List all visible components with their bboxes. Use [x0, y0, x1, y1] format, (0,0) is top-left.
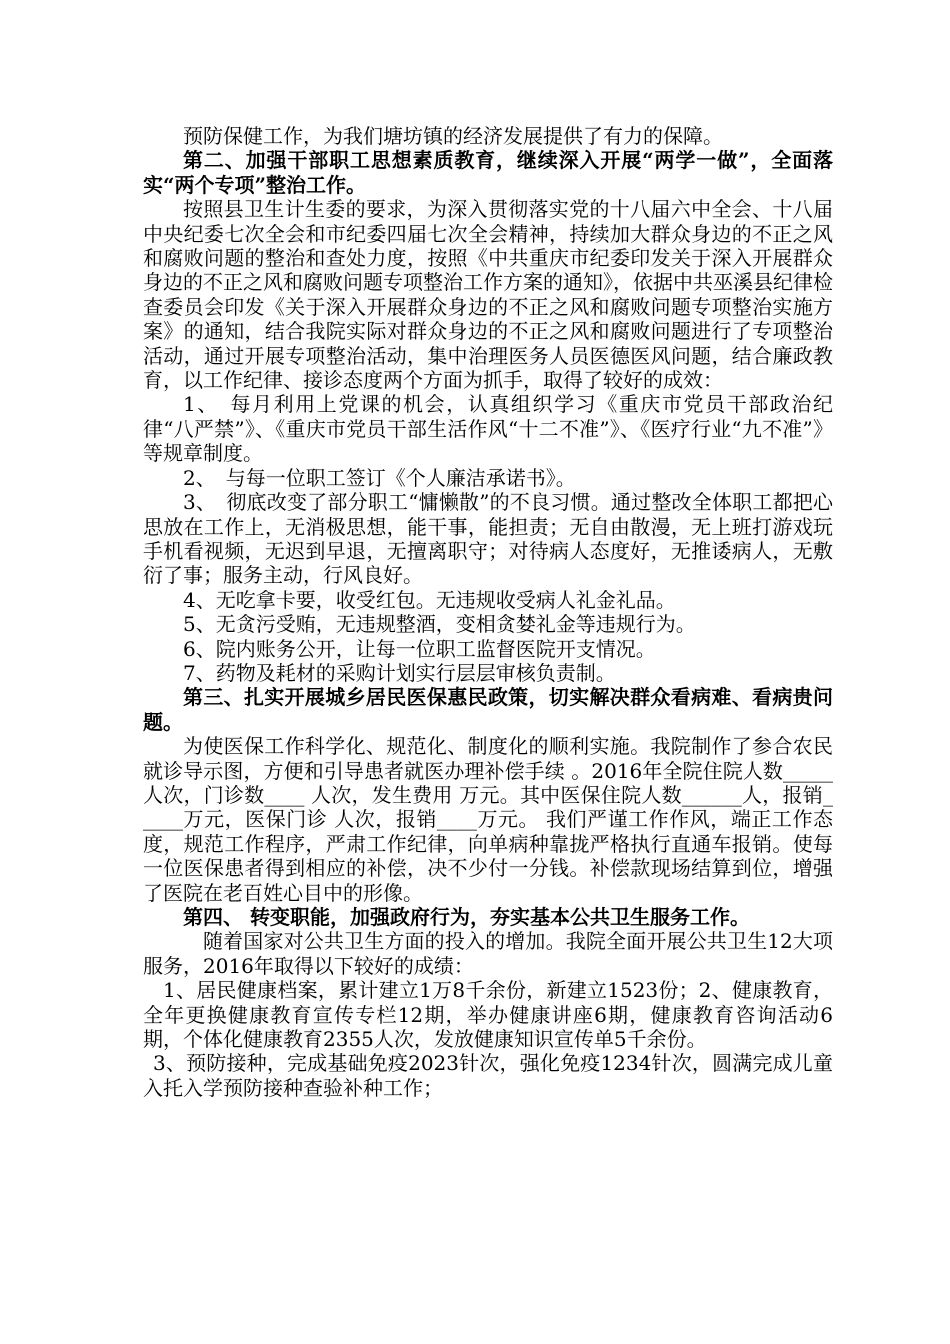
list-item: 5、无贪污受贿，无违规整酒，变相贪婪礼金等违规行为。 — [183, 612, 696, 637]
body-paragraph: 预防保健工作，为我们塘坊镇的经济发展提供了有力的保障。 — [183, 124, 723, 148]
list-item: 3、预防接种，完成基础免疫2023针次，强化免疫1234针次，圆满完成儿童入托入学预防接种查验补种工作； — [143, 1051, 833, 1100]
list-item: 4、无吃拿卡要，收受红包。无违规收受病人礼金礼品。 — [183, 587, 676, 612]
section-heading: 第三、扎实开展城乡居民医保惠民政策，切实解决群众看病难、看病贵问题。 — [143, 685, 833, 734]
list-item: 6、院内账务公开，让每一位职工监督医院开支情况。 — [183, 636, 656, 661]
document-body — [143, 124, 833, 1100]
section-heading: 第二、加强干部职工思想素质教育，继续深入开展“两学一做”，全面落实“两个专项”整治工作。 — [143, 148, 833, 197]
section-heading: 第四、 转变职能，加强政府行为，夯实基本公共卫生服务工作。 — [183, 905, 750, 929]
list-item: 1、居民健康档案，累计建立1万8千余份，新建立1523份；2、健康教育，全年更换健康教育宣传专栏12期，举办健康讲座6期，健康教育咨询活动6期，个体化健康教育2355人次，发放健康知识宣传单5千余份。 — [143, 978, 833, 1052]
list-item: 1、 每月利用上党课的机会，认真组织学习《重庆市党员干部政治纪律“八严禁”》、《重庆市党员干部生活作风“十二不准”》、《医疗行业“九不准”》等规章制度。 — [143, 392, 833, 466]
body-paragraph: 按照县卫生计生委的要求，为深入贯彻落实党的十八届六中全会、十八届中央纪委七次全会和市纪委四届七次全会精神，持续加大群众身边的不正之风和腐败问题的整治和查处力度，按照《中共重庆市纪委印发关于深入开展群众身边的不正之风和腐败问题专项整治工作方案的通知》，依据中共巫溪县纪律检查委员会印发《关于深入开展群众身边的不正之风和腐败问题专项整治实施方案》的通知，结合我院实际对群众身边的不正之风和腐败问题进行了专项整治活动，通过开展专项整治活动，集中治理医务人员医德医风问题，结合廉政教育，以工作纪律、接诊态度两个方面为抓手，取得了较好的成效： — [143, 197, 833, 393]
body-paragraph: 为使医保工作科学化、规范化、制度化的顺利实施。我院制作了参合农民就诊导示图，方便和引导患者就医办理补偿手续 。2016年全院住院人数_____人次，门诊数____ 人次，发生费用 万元。其中医保住院人数______人，报销_____万元，医保门诊 人次，报销____万元。 我们严谨工作作风，端正工作态度，规范工作程序，严肃工作纪律，向单病种靠拢严格执行直通车报销。使每一位医保患者得到相应的补偿，决不少付一分钱。补偿款现场结算到位，增强了医院在老百姓心目中的形像。 — [143, 734, 833, 905]
list-item: 2、 与每一位职工签订《个人廉洁承诺书》。 — [183, 465, 576, 490]
list-item: 7、药物及耗材的采购计划实行层层审核负责制。 — [183, 660, 616, 685]
body-paragraph: 随着国家对公共卫生方面的投入的增加。我院全面开展公共卫生12大项服务，2016年取得以下较好的成绩： — [143, 929, 833, 978]
list-item: 3、 彻底改变了部分职工“慵懒散”的不良习惯。通过整改全体职工都把心思放在工作上，无消极思想，能干事，能担责；无自由散漫，无上班打游戏玩手机看视频，无迟到早退，无擅离职守；对待病人态度好，无推诿病人，无敷衍了事；服务主动，行风良好。 — [143, 490, 833, 588]
